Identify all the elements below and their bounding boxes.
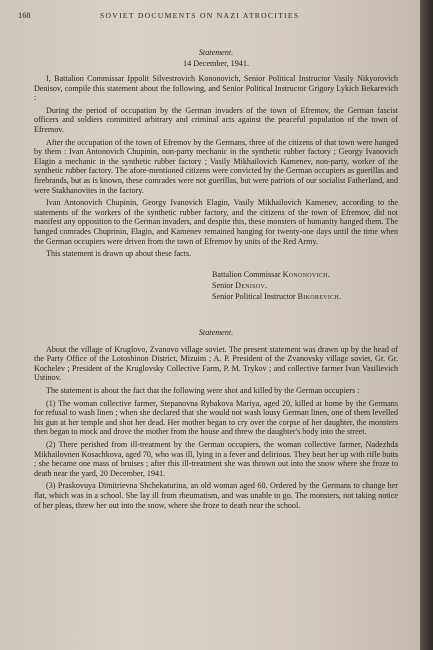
statement-1-heading: Statement. — [198, 48, 234, 57]
paragraph: About the village of Kruglovo, Zvanovo village soviet. The present statement was drawn up by the head of the Party Office of the Lotoshinon District, Mizuim ; A. P. President of the Zvanovsky village soviet, Gr. Gr. Kochelev ; President of the Kruglovsky Collective Farm, P. M. Trykov ; and collective farmer Ivan Vasilievich Ustinov. — [34, 344, 398, 383]
paragraph: I, Battalion Commissar Ippolit Silvestrovich Kononovich, Senior Political Instructor Vasily Nikyorovich Denisov, compile this statement about the following, and Senior Political Instructor Grigory Lykich Bekarevich : — [34, 74, 398, 103]
signature-title: Senior — [212, 280, 234, 290]
statement-1-date: 14 December, 1941. — [182, 59, 250, 68]
signature-line — [212, 280, 398, 291]
paragraph: This statement is drawn up about these facts. — [46, 249, 192, 259]
statement-2-heading: Statement. — [198, 327, 234, 337]
paragraph: Ivan Antonovich Chupinin, Georgy Ivanovich Elagin, Vasily Mikhailovich Kamenev, according to the statements of the workers of the synthetic rubber factory, and the citizens of the town of Efremov, did not manifest any opposition to the German invaders, and despite this, these monsters of humanity hanged them. The hanged comrades Chuprinin, Elagin, and Kamenev remained hanging for twenty-one days until the time when the German occupiers were driven from the town of Efremov by units of the Red Army. — [34, 198, 398, 246]
page-content — [34, 48, 398, 513]
signature-line — [212, 291, 398, 302]
page-number: 168 — [18, 11, 31, 20]
running-head: SOVIET DOCUMENTS ON NAZI ATROCITIES — [100, 11, 300, 20]
signature-line — [212, 269, 398, 280]
section-gap — [34, 302, 398, 328]
paragraph: (2) There perished from ill-treatment by the German occupiers, the woman collective farmer, Nadezhda Mikhailovnen Kosachkova, aged 70, who was ill, lying in a fever and delirious. They beat her up with rifle butts ; she became one mass of bruises ; after this ill-treatment she was thrown out into the snow where she froze to death near the yard, 20 December, 1941. — [34, 440, 398, 478]
signature-title: Senior Political Instructor — [212, 291, 296, 301]
paragraph: (1) The woman collective farmer, Stepanovna Rybakova Mariya, aged 20, killed at home by the Germans for refusal to wash linen ; when she declared that she would not wash lousy German linen, one of them levelled his gun at her temple and shot her dead. Her mother began to cry over the corpse of her daughter, the monsters then began to mock and drove the mother from the house and threw the daughter's body into the street. — [34, 398, 398, 437]
page-header — [0, 11, 420, 25]
signature-name: Denisov. — [235, 280, 268, 290]
signature-block — [212, 269, 398, 302]
signature-title: Battalion Commissar — [212, 269, 281, 279]
book-gutter — [420, 0, 433, 650]
signature-name: Bikorevich. — [297, 291, 342, 301]
paragraph: During the period of occupation by the German invaders of the town of Efremov, the German fascist officers and soldiers committed arbitrary and criminal acts against the peaceful population of the town of Efremov. — [34, 105, 398, 134]
paragraph: After the occupation of the town of Efremov by the Germans, three of the citizens of that town were hanged by them : Ivan Antonovich Chupinin, non-party mechanic in the synthetic rubber factory ; Georgy Ivanovich Elagin a mechanic in the synthetic rubber factory ; Vasily Mikhailovich Kamenev, non-party, worker of the synthetic rubber factory. The afore-mentioned citizens were convicted by the German occupiers as guerillas and firebrands, but as is known, these comrades were not guerillas, but were patriots of our socialist Fatherland, and were Stakhanovites in the factory. — [34, 137, 398, 195]
paragraph: The statement is about the fact that the following were shot and killed by the German occupiers : — [46, 386, 360, 396]
signature-name: Kononovich. — [282, 269, 331, 279]
paragraph: (3) Praskovuya Dimitrievna Shchekaturina, an old woman aged 60. Ordered by the Germans to change her flat, which was in a school. She lay ill from rheumatism, and was unable to go. The monsters, not taking notice of her pleas, threw her out into the snow, where she froze to death near the school. — [34, 481, 398, 510]
